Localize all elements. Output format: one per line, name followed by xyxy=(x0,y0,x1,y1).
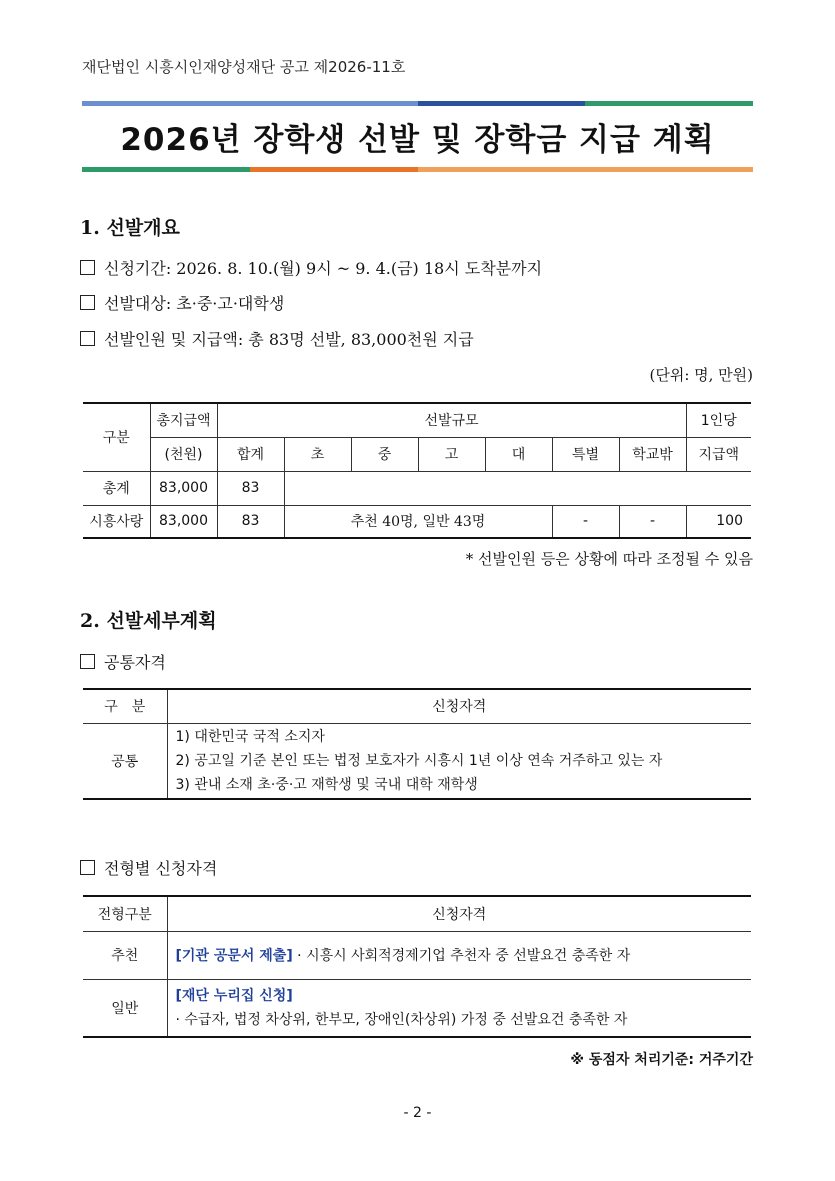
type-qualification-label: 전형별 신청자격 xyxy=(80,856,217,879)
header-elementary: 초 xyxy=(284,437,351,471)
header-type: 전형구분 xyxy=(83,896,167,931)
recommend-tag: [기관 공문서 제출] xyxy=(175,948,293,964)
header-sum: 합계 xyxy=(217,437,284,471)
checkbox-icon xyxy=(80,331,95,346)
header-special: 특별 xyxy=(552,437,619,471)
table-row: 일반 [재단 누리집 신청] · 수급자, 법정 차상위, 한부모, 장애인(차상위) 가정 중 선발요건 충족한 자 xyxy=(83,979,751,1037)
count-amount-item: 선발인원 및 지급액: 총 83명 선발, 83,000천원 지급 xyxy=(80,327,474,350)
table-row: 추천 [기관 공문서 제출] · 시흥시 사회적경제기업 추천자 중 선발요건 충족한 자 xyxy=(83,931,751,979)
tie-break-note: ※ 동점자 처리기준: 거주기간 xyxy=(570,1052,753,1068)
section1-heading: 1. 선발개요 xyxy=(80,217,180,239)
type-qualification-table xyxy=(83,895,751,1038)
header-qualification: 신청자격 xyxy=(167,896,751,931)
header-per-amount: 지급액 xyxy=(686,437,751,471)
unit-label: (단위: 명, 만원) xyxy=(649,366,753,384)
checkbox-icon xyxy=(80,860,95,875)
header-middle: 중 xyxy=(351,437,418,471)
header-total-amount: 총지급액 xyxy=(150,403,217,437)
qualification-line-2: 2) 공고일 기준 본인 또는 법정 보호자가 시흥시 1년 이상 연속 거주하고 있는 자 xyxy=(175,752,663,769)
table-row: 시흥사랑 83,000 83 추천 40명, 일반 43명 - - 100 xyxy=(83,505,751,538)
header-total-unit: (천원) xyxy=(150,437,217,471)
page-number: - 2 - xyxy=(403,1105,432,1121)
qualification-line-1: 1) 대한민국 국적 소지자 xyxy=(175,728,325,745)
row-label-common: 공통 xyxy=(83,723,167,799)
bottom-color-bar xyxy=(82,167,753,172)
checkbox-icon xyxy=(80,260,95,275)
common-qualification-label: 공통자격 xyxy=(80,650,166,673)
checkbox-icon xyxy=(80,654,95,669)
selection-overview-table xyxy=(83,402,751,539)
section2-heading: 2. 선발세부계획 xyxy=(80,610,217,632)
qualification-line-3: 3) 관내 소재 초·중·고 재학생 및 국내 대학 재학생 xyxy=(175,776,478,793)
header-per-person: 1인당 xyxy=(686,403,751,437)
header-gubun: 구분 xyxy=(83,403,150,471)
header-qualification: 신청자격 xyxy=(167,689,751,723)
target-item: 선발대상: 초·중·고·대학생 xyxy=(80,291,284,314)
header-gubun: 구 분 xyxy=(83,689,167,723)
header-out-of-school: 학교밖 xyxy=(619,437,686,471)
header-selection-scale: 선발규모 xyxy=(217,403,686,437)
header-high: 고 xyxy=(418,437,485,471)
header-university: 대 xyxy=(485,437,552,471)
checkbox-icon xyxy=(80,295,95,310)
table-row: 총계 83,000 83 xyxy=(83,471,751,505)
adjustment-note: * 선발인원 등은 상황에 따라 조정될 수 있음 xyxy=(465,550,753,568)
page-title: 2026년 장학생 선발 및 장학금 지급 계획 xyxy=(120,122,715,158)
top-color-bar xyxy=(82,101,753,106)
apply-period-item: 신청기간: 2026. 8. 10.(월) 9시 ~ 9. 4.(금) 18시 도착분까지 xyxy=(80,256,542,279)
common-qualification-table xyxy=(83,688,751,800)
general-tag: [재단 누리집 신청] xyxy=(175,987,293,1004)
announcement-number: 재단법인 시흥시인재양성재단 공고 제2026-11호 xyxy=(82,58,406,76)
